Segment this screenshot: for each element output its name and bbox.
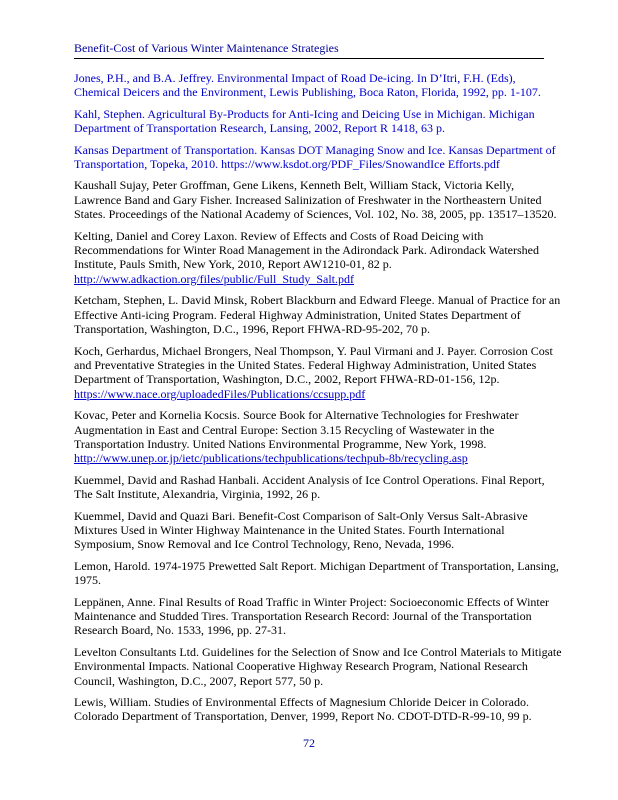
reference-text: Lewis, William. Studies of Environmental Effects of Magnesium Chloride Deicer in Colorado. Colorado Department of Transportation, Denver, 1999, Report No. CDOT-DTD-R-99-10, 99 p.: [74, 695, 532, 724]
reference-entry: [74, 229, 564, 287]
reference-entry: [74, 107, 564, 136]
reference-entry: [74, 645, 564, 688]
running-header: Benefit-Cost of Various Winter Maintenance Strategies: [74, 41, 339, 55]
reference-link[interactable]: http://www.unep.or.jp/ietc/publications/techpublications/techpub-8b/recycling.asp: [74, 451, 468, 466]
reference-text: Levelton Consultants Ltd. Guidelines for the Selection of Snow and Ice Control Materials to Mitigate Environmental Impacts. National Cooperative Highway Research Program, National Research Council, Washington, D.C., 2007, Report 577, 50 p.: [74, 644, 562, 688]
reference-entry: [74, 408, 564, 466]
reference-text: Koch, Gerhardus, Michael Brongers, Neal Thompson, Y. Paul Virmani and J. Payer. Corrosion Cost and Preventative Strategies in the United States. Federal Highway Administration, United States Department of Transportation, Washington, D.C., 2002, Report FHWA-RD-01-156, 12p.: [74, 343, 553, 387]
reference-entry: [74, 509, 564, 552]
reference-text: Jones, P.H., and B.A. Jeffrey. Environmental Impact of Road De-icing. In D’Itri, F.H. (Eds), Chemical Deicers and the Environment, Lewis Publishing, Boca Raton, Florida, 1992, pp. 1-107.: [74, 71, 541, 100]
reference-text: Kelting, Daniel and Corey Laxon. Review of Effects and Costs of Road Deicing with Recommendations for Winter Road Management in the Adirondack Park. Adirondack Watershed Institute, Pauls Smith, New York, 2010, Report AW1210-01, 82 p.: [74, 228, 539, 272]
reference-entry: [74, 695, 564, 724]
reference-text: Kaushall Sujay, Peter Groffman, Gene Likens, Kenneth Belt, William Stack, Victoria Kelly, Lawrence Band and Gary Fisher. Increased Salinization of Freshwater in the Northeastern United States. Proceedings of the National Academy of Sciences, Vol. 102, No. 38, 2005, pp. 13517–13520.: [74, 178, 557, 222]
reference-entry: [74, 143, 564, 172]
reference-entry: [74, 559, 564, 588]
reference-list: [74, 71, 564, 731]
reference-text: Kansas Department of Transportation. Kansas DOT Managing Snow and Ice. Kansas Department of Transportation, Topeka, 2010. https://www.ksdot.org/PDF_Files/SnowandIce Efforts.pdf: [74, 142, 556, 172]
reference-entry: [74, 473, 564, 502]
reference-text: Kovac, Peter and Kornelia Kocsis. Source Book for Alternative Technologies for Freshwater Augmentation in East and Central Europe: Section 3.15 Recycling of Wastewater in the Transportation Industry. United Nations Environmental Programme, New York, 1998.: [74, 408, 519, 451]
reference-text: Kuemmel, David and Quazi Bari. Benefit-Cost Comparison of Salt-Only Versus Salt-Abrasive Mixtures Used in Winter Highway Maintenance in the United States. Fourth International Symposium, Snow Removal and Ice Control Technology, Reno, Nevada, 1996.: [74, 508, 528, 552]
reference-text: Kuemmel, David and Rashad Hanbali. Accident Analysis of Ice Control Operations. Final Report, The Salt Institute, Alexandria, Virginia, 1992, 26 p.: [74, 472, 545, 502]
reference-text: Ketcham, Stephen, L. David Minsk, Robert Blackburn and Edward Fleege. Manual of Practice for an Effective Anti-icing Program. Federal Highway Administration, United States Department of Transportation, Washington, D.C., 1996, Report FHWA-RD-95-202, 70 p.: [74, 293, 561, 337]
header-rule: [74, 58, 544, 59]
reference-text: Kahl, Stephen. Agricultural By-Products for Anti-Icing and Deicing Use in Michigan. Michigan Department of Transportation Research, Lansing, 2002, Report R 1418, 63 p.: [74, 106, 535, 136]
reference-entry: [74, 595, 564, 638]
reference-link[interactable]: https://www.nace.org/uploadedFiles/Publications/ccsupp.pdf: [74, 386, 366, 401]
reference-entry: [74, 178, 564, 221]
reference-entry: [74, 344, 564, 402]
reference-text: Leppänen, Anne. Final Results of Road Traffic in Winter Project: Socioeconomic Effects of Winter Maintenance and Studded Tires. Transportation Research Record: Journal of the Transportation Research Board, No. 1533, 1996, pp. 27-31.: [74, 594, 550, 638]
reference-link[interactable]: http://www.adkaction.org/files/public/Full_Study_Salt.pdf: [74, 271, 354, 286]
reference-entry: [74, 71, 564, 100]
page-number: 72: [303, 736, 315, 750]
reference-entry: [74, 293, 564, 336]
reference-text: Lemon, Harold. 1974-1975 Prewetted Salt Report. Michigan Department of Transportation, Lansing, 1975.: [74, 558, 559, 588]
